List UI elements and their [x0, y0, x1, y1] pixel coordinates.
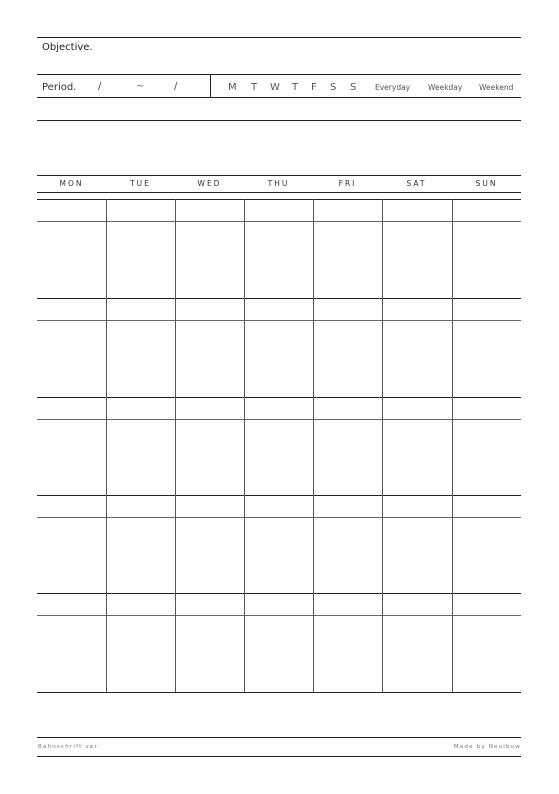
week-header-top-rule [37, 175, 521, 176]
week-row-2-divider [37, 320, 521, 321]
day-letter-tue: T [251, 82, 258, 93]
week-row-5-divider [37, 615, 521, 616]
week-row-2-bottom [37, 397, 521, 398]
day-letter-mon: M [228, 82, 237, 93]
period-rule [37, 97, 521, 98]
date-slash-2: / [174, 81, 178, 92]
footer-bottom-rule [37, 756, 521, 757]
date-range-tilde: ~ [136, 81, 145, 92]
week-header-tue: TUE [130, 179, 151, 188]
week-header-fri: FRI [338, 179, 357, 188]
top-rule [37, 37, 521, 38]
week-grid-bottom-rule [37, 692, 521, 693]
week-col-divider-6 [452, 199, 453, 692]
objective-label: Objective. [42, 42, 93, 53]
week-row-3-bottom [37, 495, 521, 496]
week-header-wed: WED [197, 179, 222, 188]
week-header-sun: SUN [475, 179, 498, 188]
week-row-4-bottom [37, 593, 521, 594]
week-header-thu: THU [267, 179, 290, 188]
day-letter-sat: S [330, 82, 337, 93]
period-label: Period. [42, 82, 77, 93]
footer-author-credit: Made by Neulbow [453, 744, 521, 750]
week-header-mon: MON [59, 179, 84, 188]
week-col-divider-2 [175, 199, 176, 692]
day-letter-sun: S [350, 82, 357, 93]
day-letter-wed: W [270, 82, 280, 93]
week-row-4-divider [37, 517, 521, 518]
period-separator [210, 75, 211, 97]
week-row-1-bottom [37, 298, 521, 299]
week-col-divider-4 [313, 199, 314, 692]
week-col-divider-1 [106, 199, 107, 692]
notes-rule [37, 120, 521, 121]
option-everyday: Everyday [375, 83, 411, 92]
week-grid-top-rule [37, 199, 521, 200]
footer-font-credit: Bahnschrift ver. [38, 744, 101, 750]
week-col-divider-5 [382, 199, 383, 692]
date-slash-1: / [98, 81, 102, 92]
week-header-bottom-rule [37, 192, 521, 193]
week-header-sat: SAT [406, 179, 427, 188]
week-col-divider-3 [244, 199, 245, 692]
footer-top-rule [37, 737, 521, 738]
objective-rule [37, 74, 521, 75]
option-weekday: Weekday [428, 83, 463, 92]
week-row-3-divider [37, 419, 521, 420]
option-weekend: Weekend [479, 83, 514, 92]
day-letter-fri: F [311, 82, 317, 93]
day-letter-thu: T [292, 82, 299, 93]
week-row-1-divider [37, 221, 521, 222]
